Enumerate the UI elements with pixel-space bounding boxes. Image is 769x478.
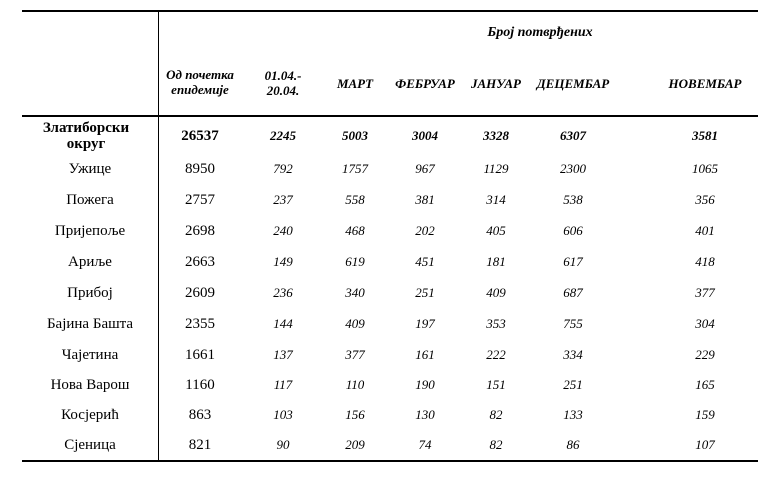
- cell-value: 74: [418, 437, 432, 452]
- cell-value: 5003: [342, 128, 368, 143]
- cell-value: 117: [273, 377, 293, 392]
- cell-total: 863: [188, 406, 212, 423]
- cell-value: 377: [695, 285, 715, 300]
- cell-value: 144: [273, 316, 293, 331]
- cell-total: 26537: [181, 127, 219, 144]
- header-col-since-start: Од почетка епидемије: [166, 67, 234, 97]
- cell-value: 3328: [483, 128, 509, 143]
- row-label: Косјерић: [61, 407, 119, 423]
- row-label: Ариље: [68, 254, 112, 270]
- cell-value: 418: [695, 254, 715, 269]
- top-border: [22, 10, 758, 12]
- cell-value: 156: [345, 407, 365, 422]
- cell-value: 792: [273, 161, 293, 176]
- cell-value: 202: [415, 223, 435, 238]
- row-label: Прибој: [67, 285, 113, 301]
- cell-value: 619: [345, 254, 365, 269]
- cell-total: 821: [188, 436, 212, 453]
- cell-value: 86: [566, 437, 580, 452]
- cell-value: 687: [563, 285, 583, 300]
- cell-value: 381: [415, 192, 435, 207]
- cell-value: 82: [489, 437, 503, 452]
- cell-value: 409: [345, 316, 365, 331]
- row-label: Пожега: [66, 192, 114, 208]
- row-label: Ужице: [68, 161, 112, 177]
- cell-total: 1160: [185, 376, 215, 393]
- cell-value: 103: [273, 407, 293, 422]
- cell-value: 151: [486, 377, 506, 392]
- cell-total: 2663: [185, 253, 215, 270]
- cell-value: 558: [345, 192, 365, 207]
- cell-value: 340: [345, 285, 365, 300]
- cell-value: 2300: [560, 161, 586, 176]
- cell-value: 356: [695, 192, 715, 207]
- row-label: Нова Варош: [50, 377, 130, 393]
- cell-value: 133: [563, 407, 583, 422]
- cell-value: 401: [695, 223, 715, 238]
- cell-value: 149: [273, 254, 293, 269]
- cell-value: 377: [345, 347, 365, 362]
- cell-value: 209: [345, 437, 365, 452]
- row-label: Бајина Башта: [46, 316, 134, 332]
- cell-value: 181: [486, 254, 506, 269]
- cell-value: 159: [695, 407, 715, 422]
- cell-value: 967: [415, 161, 435, 176]
- cell-value: 229: [695, 347, 715, 362]
- cell-value: 236: [273, 285, 293, 300]
- header-col-march: МАРТ: [336, 75, 374, 91]
- cell-total: 2609: [185, 284, 215, 301]
- cell-value: 334: [563, 347, 583, 362]
- cell-value: 538: [563, 192, 583, 207]
- cell-value: 130: [415, 407, 435, 422]
- row-label: Чајетина: [61, 347, 119, 363]
- cell-value: 82: [489, 407, 503, 422]
- cell-value: 1065: [692, 161, 718, 176]
- cell-value: 165: [695, 377, 715, 392]
- header-col-january: ЈАНУАР: [471, 75, 521, 91]
- cell-value: 451: [415, 254, 435, 269]
- cell-value: 617: [563, 254, 583, 269]
- cell-total: 2698: [185, 222, 215, 239]
- cell-value: 161: [415, 347, 435, 362]
- header-col-november: НОВЕМБАР: [668, 75, 742, 91]
- cell-total: 2355: [185, 315, 215, 332]
- cell-value: 6307: [560, 128, 586, 143]
- cell-value: 2245: [270, 128, 296, 143]
- cell-value: 110: [345, 377, 365, 392]
- cell-value: 409: [486, 285, 506, 300]
- cell-value: 468: [345, 223, 365, 238]
- cell-value: 222: [486, 347, 506, 362]
- cell-value: 190: [415, 377, 435, 392]
- bottom-border: [22, 460, 758, 462]
- header-col-december: ДЕЦЕМБАР: [536, 75, 610, 91]
- cell-total: 1661: [185, 346, 215, 363]
- header-separator: [22, 115, 758, 117]
- statistics-table: [22, 10, 758, 462]
- cell-total: 2757: [185, 191, 215, 208]
- cell-value: 3004: [412, 128, 438, 143]
- header-col-apr-1-20: 01.04.- 20.04.: [264, 68, 302, 98]
- cell-value: 1757: [342, 161, 368, 176]
- cell-value: 3581: [692, 128, 718, 143]
- cell-value: 304: [695, 316, 715, 331]
- cell-value: 405: [486, 223, 506, 238]
- row-label-district: Златиборски округ: [42, 120, 130, 152]
- cell-value: 237: [273, 192, 293, 207]
- header-col-february: ФЕБРУАР: [395, 75, 455, 91]
- cell-value: 1129: [483, 161, 509, 176]
- cell-value: 755: [563, 316, 583, 331]
- cell-value: 107: [695, 437, 715, 452]
- cell-value: 606: [563, 223, 583, 238]
- cell-value: 137: [273, 347, 293, 362]
- group-header: Број потврђених: [487, 25, 593, 40]
- cell-value: 197: [415, 316, 435, 331]
- cell-value: 251: [415, 285, 435, 300]
- row-label: Сјеница: [64, 437, 116, 453]
- cell-value: 90: [276, 437, 290, 452]
- cell-value: 240: [273, 223, 293, 238]
- row-label: Пријепоље: [54, 223, 126, 239]
- cell-total: 8950: [185, 160, 215, 177]
- cell-value: 314: [486, 192, 506, 207]
- cell-value: 353: [486, 316, 506, 331]
- cell-value: 251: [563, 377, 583, 392]
